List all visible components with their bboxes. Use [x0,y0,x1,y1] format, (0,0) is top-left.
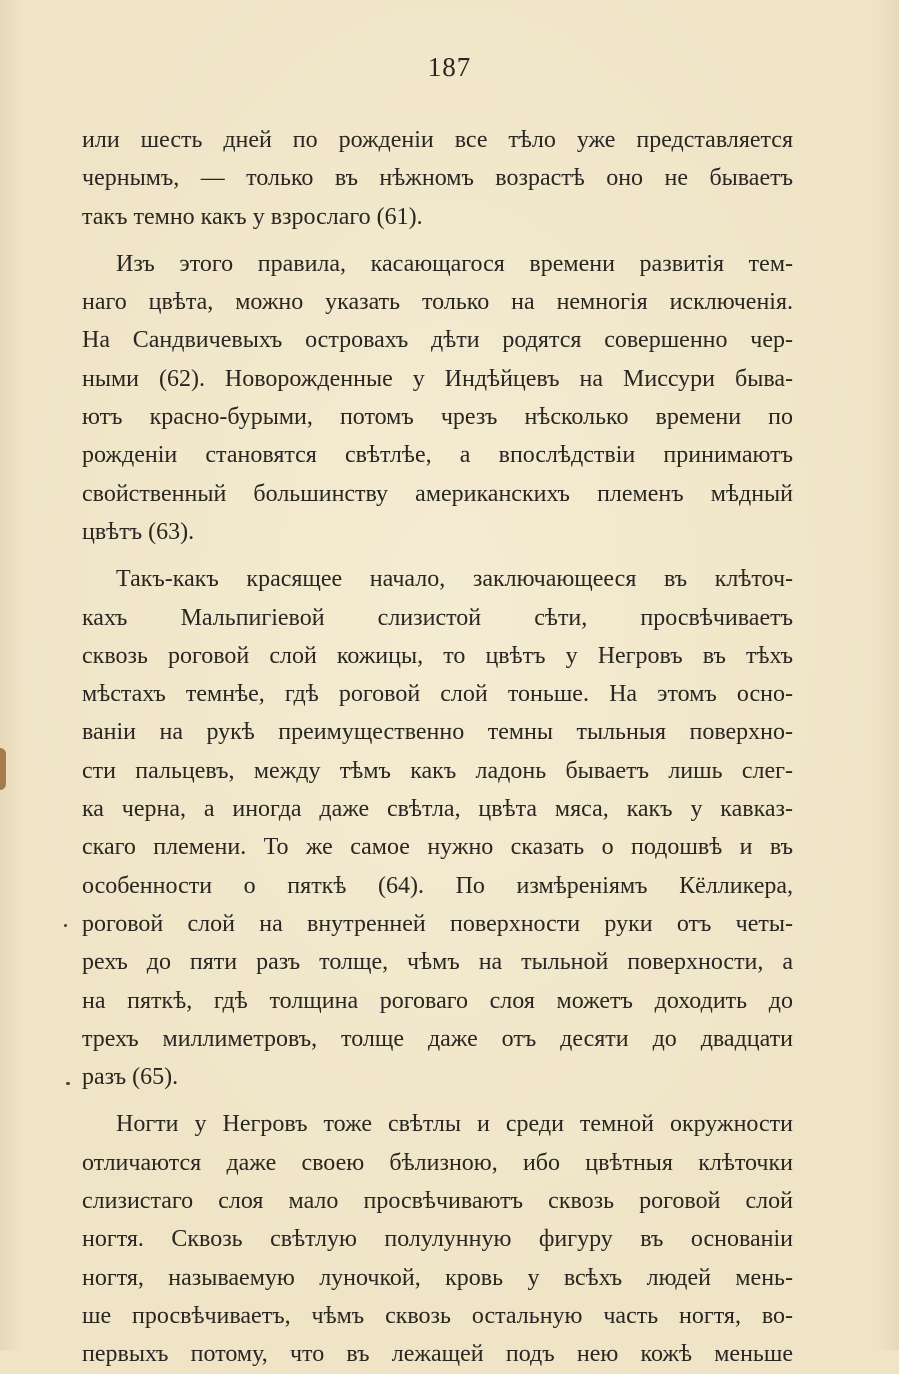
text-line: разъ (65). [82,1064,179,1091]
text-line: свойственный большинству американскихъ племенъ мѣдный [82,480,793,507]
text-line: рехъ до пяти разъ толще, чѣмъ на тыльной поверхности, а [82,949,793,976]
text-line: Изъ этого правила, касающагося времени развитія тем- [116,250,793,277]
paragraph [82,560,793,1096]
text-line: скаго племени. То же самое нужно сказать о подошвѣ и въ [82,834,793,861]
ink-speck [66,1082,70,1085]
paragraph [82,1105,793,1373]
text-line: кахъ Мальпигіевой слизистой сѣти, просвѣчиваетъ [82,604,793,631]
paragraph [82,121,793,236]
text-line: На Сандвичевыхъ островахъ дѣти родятся совершенно чер- [82,327,793,354]
text-line: мѣстахъ темнѣе, гдѣ роговой слой тоньше. На этомъ осно- [82,681,793,708]
text-line: сквозь роговой слой кожицы, то цвѣтъ у Негровъ въ тѣхъ [82,642,793,669]
text-line: роговой слой на внутренней поверхности руки отъ четы- [82,910,793,937]
text-line: чернымъ, — только въ нѣжномъ возрастѣ оно не бываетъ [82,165,793,192]
text-line: рожденіи становятся свѣтлѣе, а впослѣдствіи принимаютъ [82,442,793,469]
text-line: слизистаго слоя мало просвѣчиваютъ сквозь роговой слой [82,1188,793,1215]
text-line: первыхъ потому, что въ лежащей подъ нею кожѣ меньше [82,1341,793,1368]
ink-speck [64,924,67,927]
text-line: ными (62). Новорожденные у Индѣйцевъ на Миссури быва- [82,365,793,392]
text-line: наго цвѣта, можно указать только на немногія исключенія. [82,289,793,316]
text-line: Ногти у Негровъ тоже свѣтлы и среди темной окружности [116,1111,793,1138]
text-line: отличаются даже своею бѣлизною, ибо цвѣтныя клѣточки [82,1149,793,1176]
text-line: такъ темно какъ у взрослаго (61). [82,203,423,230]
page-number: 187 [427,52,472,82]
text-line: сти пальцевъ, между тѣмъ какъ ладонь бываетъ лишь слег- [82,757,793,784]
text-line: ногтя. Сквозь свѣтлую полулунную фигуру въ основаніи [82,1226,793,1253]
text-line: ше просвѣчиваетъ, чѣмъ сквозь остальную часть ногтя, во- [82,1302,793,1329]
text-line: ка черна, а иногда даже свѣтла, цвѣта мяса, какъ у кавказ- [82,796,793,823]
paragraph [82,245,793,551]
binding-edge-stain [0,748,6,790]
body-text [82,121,793,1374]
text-line: ютъ красно-бурыми, потомъ чрезъ нѣсколько времени по [82,404,793,431]
paragraph-gap [82,236,793,245]
text-line: ногтя, называемую луночкой, кровь у всѣхъ людей мень- [82,1264,793,1291]
paragraph-gap [82,1096,793,1105]
text-line: особенности о пяткѣ (64). По измѣреніямъ Кёлликера, [82,872,793,899]
text-line: на пяткѣ, гдѣ толщина роговаго слоя можетъ доходить до [82,987,793,1014]
text-line: ваніи на рукѣ преимущественно темны тыльныя поверхно- [82,719,793,746]
text-line: или шесть дней по рожденіи все тѣло уже представляется [82,127,793,153]
paragraph-gap [82,551,793,560]
text-line: Такъ-какъ красящее начало, заключающееся въ клѣточ- [116,566,793,593]
text-line: трехъ миллиметровъ, толще даже отъ десяти до двадцати [82,1025,793,1052]
text-line: цвѣтъ (63). [82,518,195,545]
